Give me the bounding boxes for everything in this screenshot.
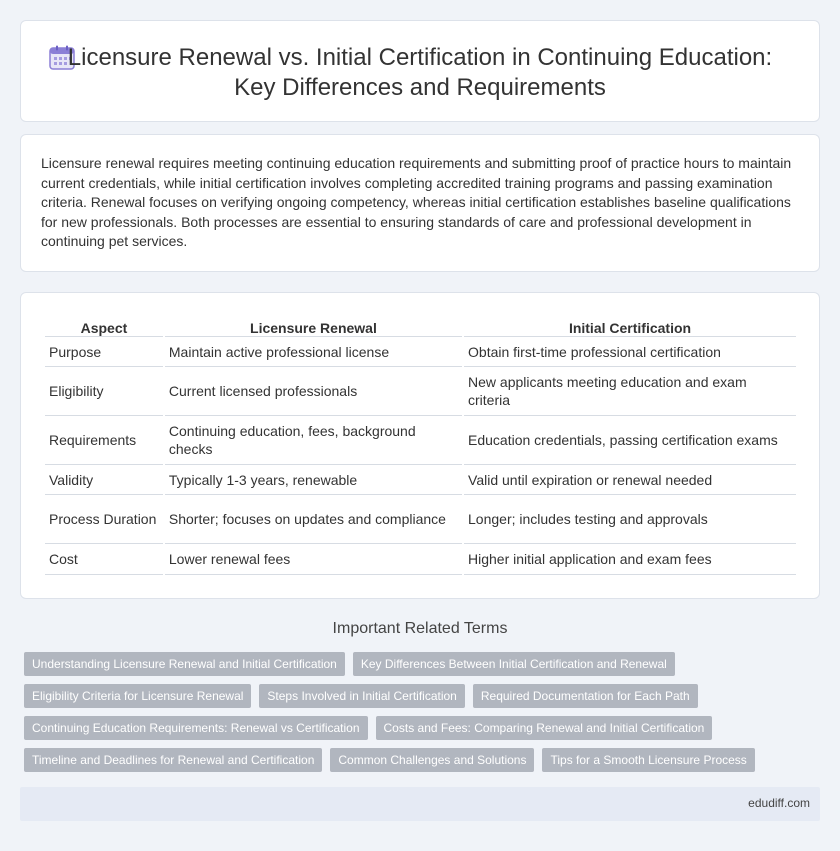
row-renewal: Continuing education, fees, background checks — [165, 416, 462, 465]
row-aspect: Eligibility — [45, 367, 163, 416]
related-tag[interactable]: Steps Involved in Initial Certification — [259, 684, 464, 708]
row-certification: Longer; includes testing and approvals — [464, 495, 796, 544]
row-renewal: Lower renewal fees — [165, 544, 462, 575]
header-initial-certification: Initial Certification — [464, 315, 796, 337]
related-tag[interactable]: Tips for a Smooth Licensure Process — [542, 748, 754, 772]
related-tag[interactable]: Eligibility Criteria for Licensure Renewal — [24, 684, 251, 708]
comparison-table-card — [20, 292, 820, 599]
table-row — [45, 465, 796, 495]
related-tag[interactable]: Continuing Education Requirements: Renewal vs Certification — [24, 716, 368, 740]
row-renewal: Shorter; focuses on updates and compliance — [165, 495, 462, 544]
table-row — [45, 544, 796, 575]
table-row — [45, 495, 796, 544]
row-certification: New applicants meeting education and exam criteria — [464, 367, 796, 416]
row-certification: Valid until expiration or renewal needed — [464, 465, 796, 495]
row-aspect: Requirements — [45, 416, 163, 465]
row-aspect: Cost — [45, 544, 163, 575]
related-tag[interactable]: Key Differences Between Initial Certification and Renewal — [353, 652, 675, 676]
related-tag[interactable]: Required Documentation for Each Path — [473, 684, 698, 708]
header-licensure-renewal: Licensure Renewal — [165, 315, 462, 337]
row-certification: Higher initial application and exam fees — [464, 544, 796, 575]
intro-paragraph: Licensure renewal requires meeting continuing education requirements and submitting proof of practice hours to maintain current credentials, while initial certification involves completing accredited training programs and passing examination criteria. Renewal focuses on verifying ongoing competency, whereas initial certification establishes baseline qualifications for new professionals. Both processes are essential to ensuring standards of care and professional development in continuing pet services. — [41, 155, 792, 250]
table-header-row — [45, 315, 796, 337]
related-tag[interactable]: Understanding Licensure Renewal and Initial Certification — [24, 652, 345, 676]
table-row — [45, 416, 796, 465]
row-certification: Education credentials, passing certification exams — [464, 416, 796, 465]
footer — [20, 787, 820, 821]
related-tag[interactable]: Common Challenges and Solutions — [330, 748, 534, 772]
related-terms-heading: Important Related Terms — [332, 620, 508, 637]
table-row — [45, 337, 796, 367]
row-renewal: Maintain active professional license — [165, 337, 462, 367]
footer-site-link[interactable]: edudiff.com — [748, 796, 810, 810]
row-renewal: Current licensed professionals — [165, 367, 462, 416]
comparison-table — [43, 315, 798, 575]
table-row — [45, 367, 796, 416]
header-card — [20, 20, 820, 122]
related-terms-tags — [24, 652, 804, 780]
related-tag[interactable]: Timeline and Deadlines for Renewal and Certification — [24, 748, 322, 772]
page-title: Licensure Renewal vs. Initial Certification in Continuing Education: Key Differences and Requirements — [67, 44, 773, 101]
header-aspect: Aspect — [45, 315, 163, 337]
row-aspect: Purpose — [45, 337, 163, 367]
row-renewal: Typically 1-3 years, renewable — [165, 465, 462, 495]
row-certification: Obtain first-time professional certification — [464, 337, 796, 367]
row-aspect: Validity — [45, 465, 163, 495]
intro-card — [20, 134, 820, 272]
related-tag[interactable]: Costs and Fees: Comparing Renewal and Initial Certification — [376, 716, 713, 740]
row-aspect: Process Duration — [45, 495, 163, 544]
